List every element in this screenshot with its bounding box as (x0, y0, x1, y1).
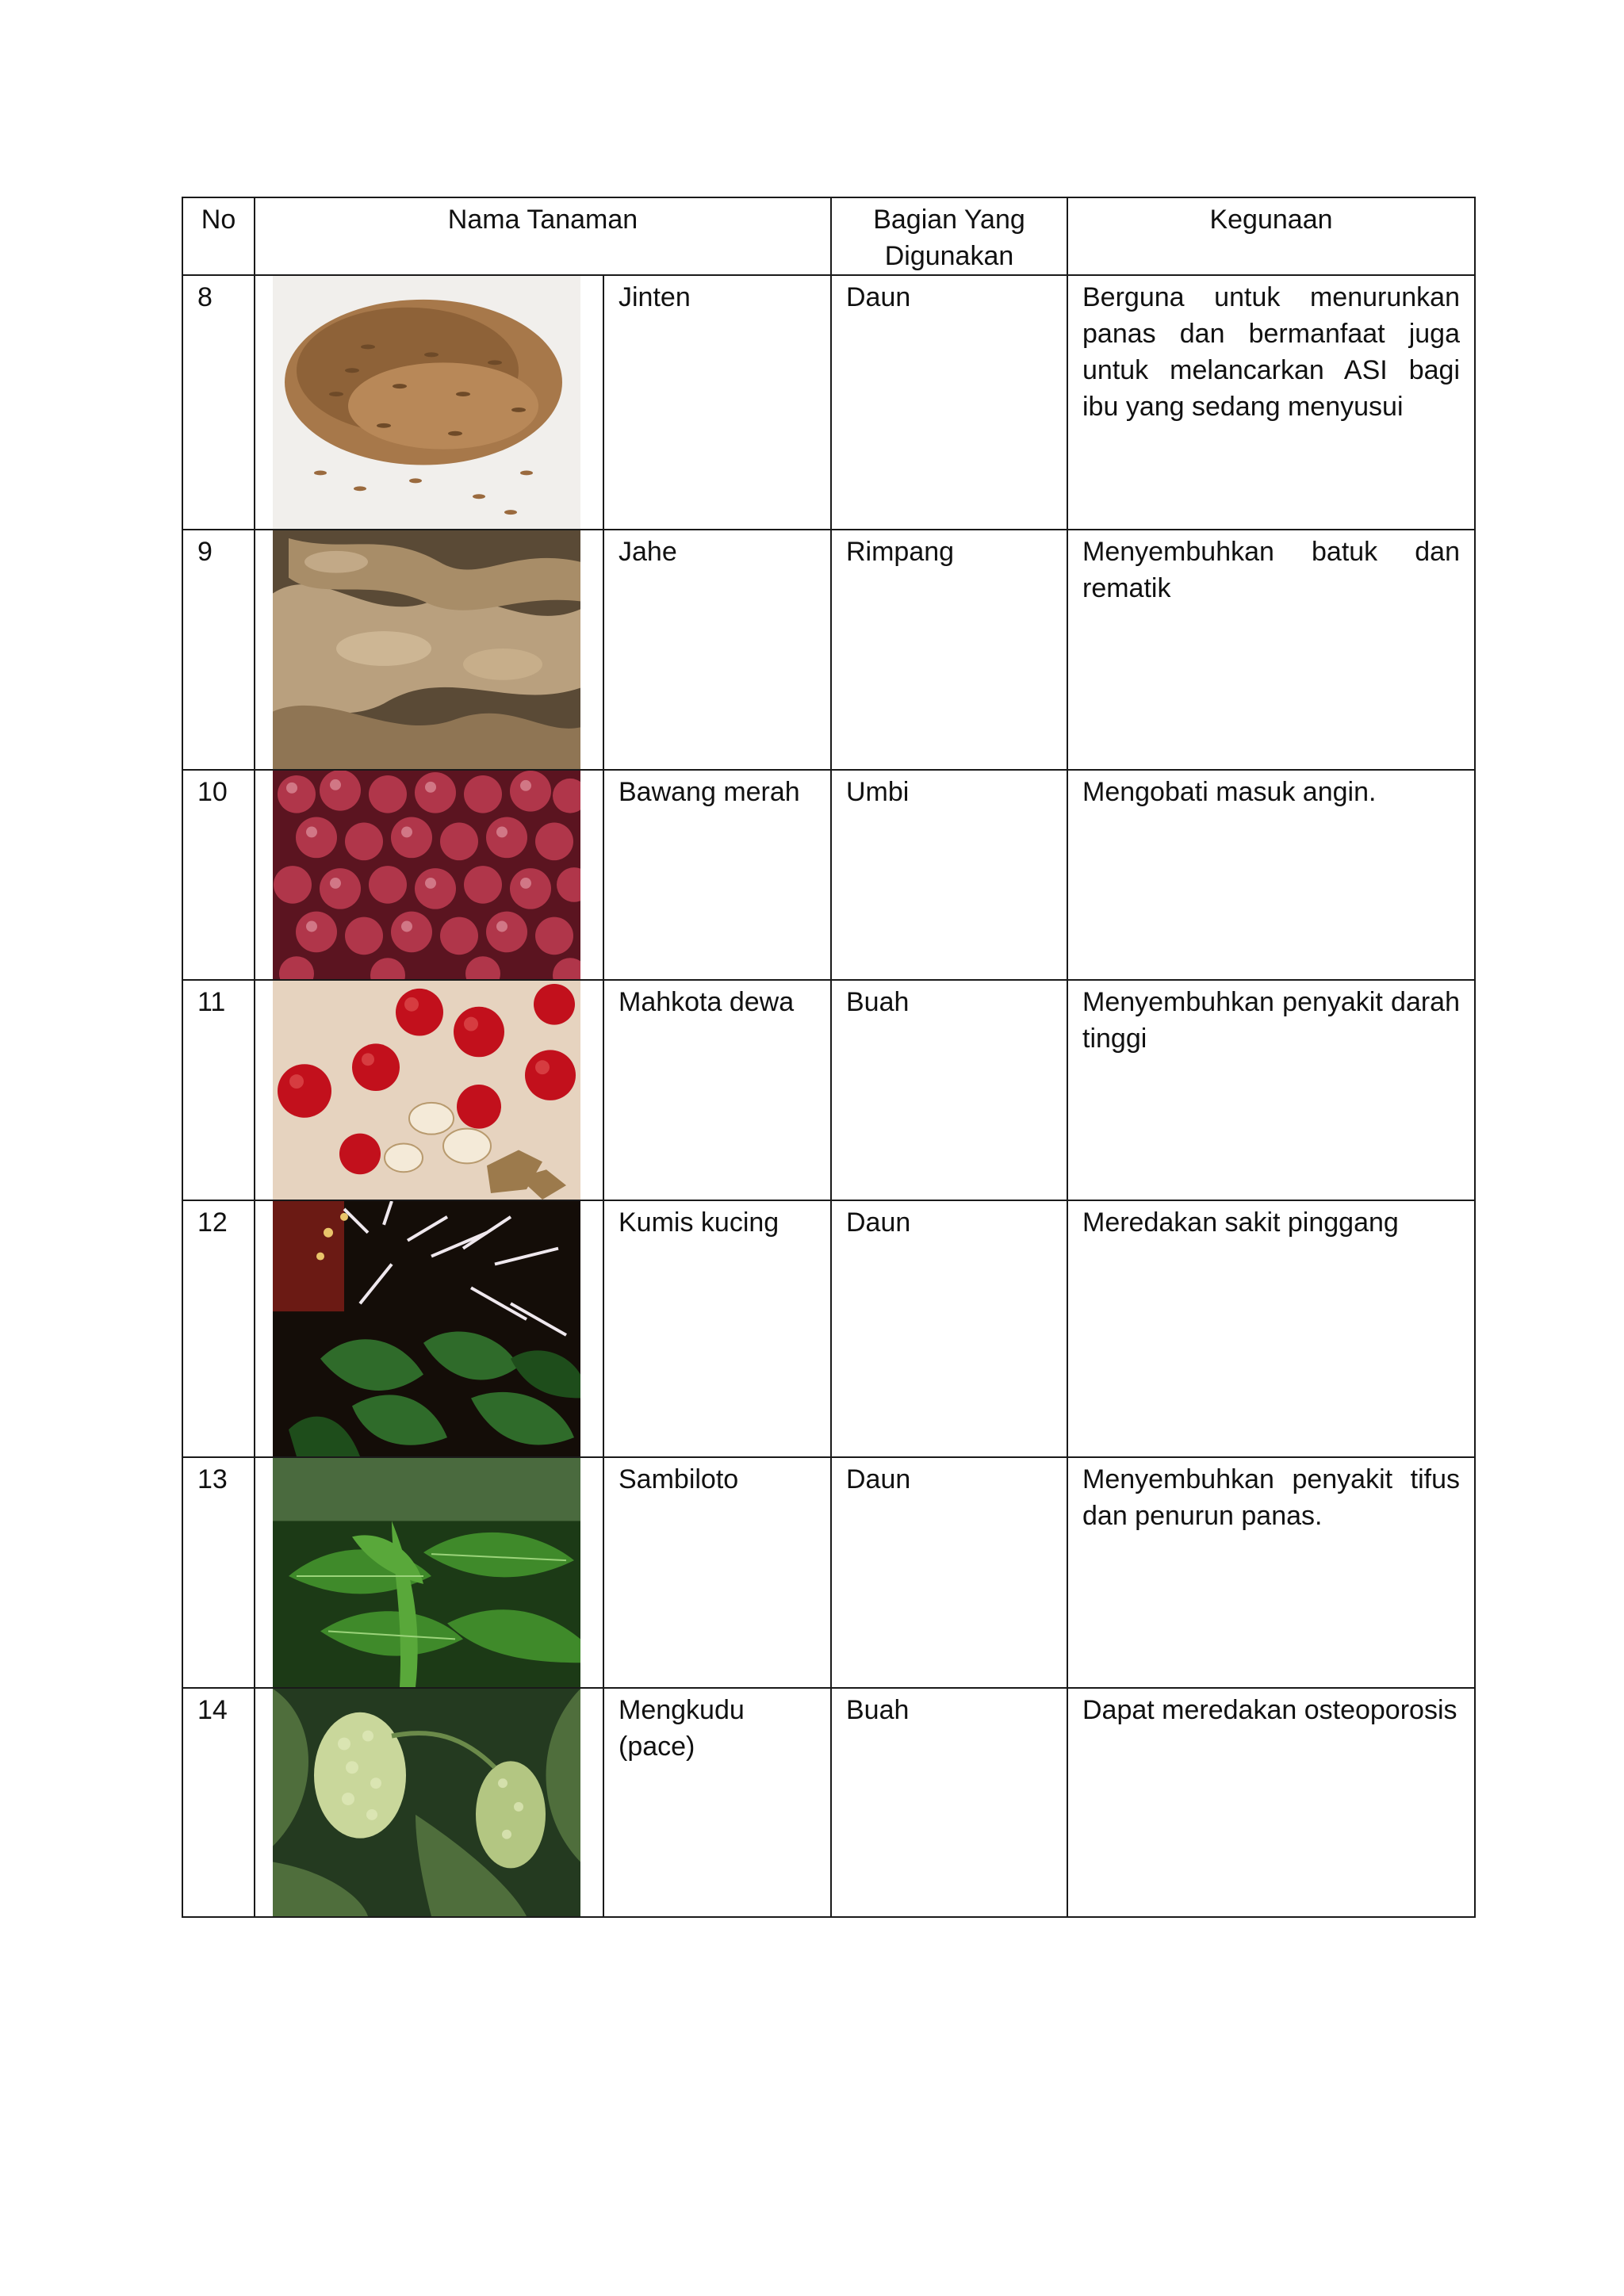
part-used: Rimpang (846, 537, 955, 567)
usage-text: Meredakan sakit pinggang (1082, 1207, 1399, 1238)
plant-name: Jahe (619, 537, 677, 567)
table-row (182, 530, 1475, 770)
table-row (182, 275, 1475, 530)
cumin-seeds-photo (273, 276, 580, 529)
part-used: Daun (846, 1207, 911, 1238)
usage-text: Menyembuhkan penyakit tifus dan penurun panas. (1082, 1464, 1460, 1531)
row-number: 13 (197, 1464, 228, 1494)
table-row (182, 1457, 1475, 1688)
usage-text: Menyembuhkan batuk dan rematik (1082, 537, 1460, 603)
part-used: Daun (846, 282, 911, 312)
usage-text: Menyembuhkan penyakit darah tinggi (1082, 987, 1460, 1054)
part-used: Buah (846, 987, 910, 1017)
plant-name: Jinten (619, 282, 691, 312)
table-header-row (182, 197, 1475, 275)
row-number: 12 (197, 1207, 228, 1238)
table-row (182, 1688, 1475, 1917)
plant-name: Mengkudu (pace) (619, 1695, 745, 1762)
mahkota-dewa-fruit-photo (273, 981, 580, 1200)
medicinal-plants-table (182, 197, 1476, 1918)
plant-name: Sambiloto (619, 1464, 739, 1494)
row-number: 9 (197, 537, 213, 567)
header-no: No (182, 197, 255, 275)
sambiloto-leaves-photo (273, 1458, 580, 1687)
row-number: 8 (197, 282, 213, 312)
ginger-rhizome-photo (273, 530, 580, 769)
row-number: 14 (197, 1695, 228, 1725)
header-part-used: Bagian Yang Digunakan (831, 197, 1067, 275)
plant-name: Bawang merah (619, 777, 800, 807)
table-row (182, 980, 1475, 1200)
cat-whiskers-flower-photo (273, 1201, 580, 1456)
noni-fruit-photo (273, 1689, 580, 1916)
usage-text: Mengobati masuk angin. (1082, 777, 1377, 807)
part-used: Buah (846, 1695, 910, 1725)
part-used: Umbi (846, 777, 910, 807)
usage-text: Dapat meredakan osteoporosis (1082, 1695, 1457, 1725)
plant-name: Mahkota dewa (619, 987, 795, 1017)
shallots-photo (273, 771, 580, 979)
header-plant-name: Nama Tanaman (255, 197, 831, 275)
usage-text: Berguna untuk menurunkan panas dan bermanfaat juga untuk melancarkan ASI bagi ibu yang sedang menyusui (1082, 282, 1460, 422)
table-row (182, 770, 1475, 980)
row-number: 10 (197, 777, 228, 807)
part-used: Daun (846, 1464, 911, 1494)
header-usage: Kegunaan (1067, 197, 1475, 275)
plant-name: Kumis kucing (619, 1207, 779, 1238)
row-number: 11 (197, 987, 226, 1017)
table-row (182, 1200, 1475, 1457)
